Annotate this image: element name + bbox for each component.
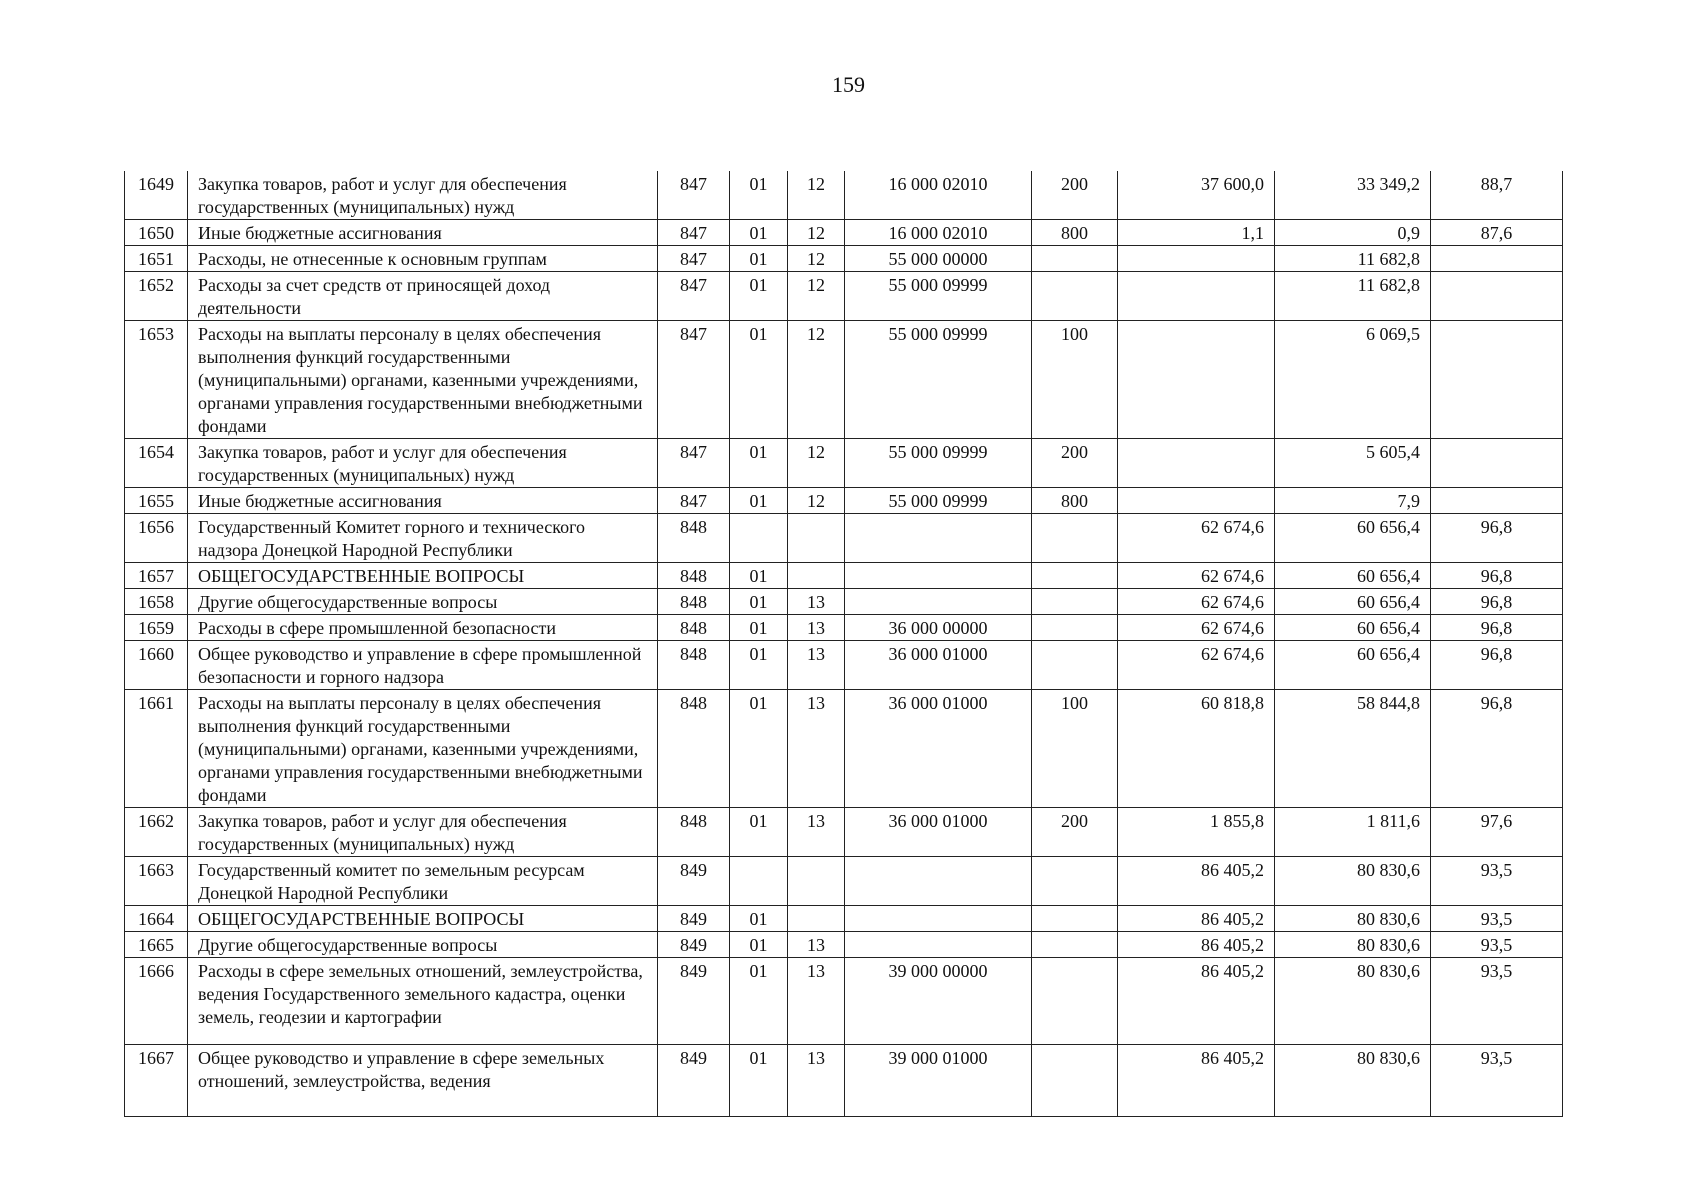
expense-name-cell: Расходы в сфере земельных отношений, землеустройства, ведения Государственного земельного кадастра, оценки земель, геодезии и картографии <box>188 958 658 1045</box>
target-article-code-cell: 39 000 00000 <box>845 958 1032 1045</box>
execution-percent-cell <box>1431 321 1563 439</box>
expense-type-code-cell: 200 <box>1032 439 1118 488</box>
expense-type-code-cell <box>1032 514 1118 563</box>
section-code-cell: 01 <box>730 690 788 808</box>
subsection-code-cell: 13 <box>788 641 845 690</box>
department-code-cell: 847 <box>658 171 730 220</box>
expense-type-code-cell <box>1032 246 1118 272</box>
expense-name-cell: ОБЩЕГОСУДАРСТВЕННЫЕ ВОПРОСЫ <box>188 906 658 932</box>
target-article-code-cell <box>845 514 1032 563</box>
expense-name-cell: ОБЩЕГОСУДАРСТВЕННЫЕ ВОПРОСЫ <box>188 563 658 589</box>
row-number-cell: 1661 <box>125 690 188 808</box>
expense-type-code-cell <box>1032 641 1118 690</box>
row-number-cell: 1656 <box>125 514 188 563</box>
table-row <box>125 272 1563 321</box>
expense-type-code-cell <box>1032 932 1118 958</box>
planned-amount-cell <box>1118 272 1275 321</box>
actual-amount-cell: 80 830,6 <box>1275 958 1431 1045</box>
planned-amount-cell: 86 405,2 <box>1118 958 1275 1045</box>
expense-name-cell: Расходы за счет средств от приносящей доход деятельности <box>188 272 658 321</box>
expense-type-code-cell: 100 <box>1032 321 1118 439</box>
expense-name-cell: Расходы, не отнесенные к основным группам <box>188 246 658 272</box>
row-number-cell: 1666 <box>125 958 188 1045</box>
expense-name-cell: Закупка товаров, работ и услуг для обеспечения государственных (муниципальных) нужд <box>188 171 658 220</box>
subsection-code-cell: 12 <box>788 321 845 439</box>
expense-type-code-cell <box>1032 857 1118 906</box>
table-row <box>125 321 1563 439</box>
section-code-cell: 01 <box>730 321 788 439</box>
target-article-code-cell <box>845 932 1032 958</box>
subsection-code-cell <box>788 563 845 589</box>
actual-amount-cell: 60 656,4 <box>1275 563 1431 589</box>
target-article-code-cell: 55 000 09999 <box>845 321 1032 439</box>
subsection-code-cell: 13 <box>788 808 845 857</box>
row-number-cell: 1658 <box>125 589 188 615</box>
execution-percent-cell: 96,8 <box>1431 563 1563 589</box>
target-article-code-cell <box>845 906 1032 932</box>
expense-type-code-cell <box>1032 615 1118 641</box>
execution-percent-cell: 96,8 <box>1431 641 1563 690</box>
row-number-cell: 1667 <box>125 1045 188 1117</box>
section-code-cell: 01 <box>730 906 788 932</box>
expense-type-code-cell: 800 <box>1032 220 1118 246</box>
department-code-cell: 847 <box>658 220 730 246</box>
planned-amount-cell: 1,1 <box>1118 220 1275 246</box>
department-code-cell: 848 <box>658 808 730 857</box>
department-code-cell: 848 <box>658 589 730 615</box>
section-code-cell: 01 <box>730 563 788 589</box>
expense-name-cell: Другие общегосударственные вопросы <box>188 589 658 615</box>
target-article-code-cell: 16 000 02010 <box>845 171 1032 220</box>
planned-amount-cell: 1 855,8 <box>1118 808 1275 857</box>
subsection-code-cell: 12 <box>788 246 845 272</box>
expense-name-cell: Общее руководство и управление в сфере промышленной безопасности и горного надзора <box>188 641 658 690</box>
subsection-code-cell: 13 <box>788 932 845 958</box>
execution-percent-cell <box>1431 246 1563 272</box>
table-row <box>125 1045 1563 1117</box>
table-row <box>125 439 1563 488</box>
expense-type-code-cell: 100 <box>1032 690 1118 808</box>
execution-percent-cell: 96,8 <box>1431 514 1563 563</box>
expense-name-cell: Государственный Комитет горного и технического надзора Донецкой Народной Республики <box>188 514 658 563</box>
execution-percent-cell: 96,8 <box>1431 690 1563 808</box>
subsection-code-cell: 12 <box>788 220 845 246</box>
table-row <box>125 171 1563 220</box>
target-article-code-cell <box>845 563 1032 589</box>
department-code-cell: 849 <box>658 932 730 958</box>
planned-amount-cell: 60 818,8 <box>1118 690 1275 808</box>
table-row <box>125 488 1563 514</box>
table-row <box>125 589 1563 615</box>
execution-percent-cell: 93,5 <box>1431 932 1563 958</box>
section-code-cell: 01 <box>730 439 788 488</box>
department-code-cell: 847 <box>658 321 730 439</box>
department-code-cell: 849 <box>658 857 730 906</box>
execution-percent-cell <box>1431 272 1563 321</box>
expense-type-code-cell: 200 <box>1032 171 1118 220</box>
expense-type-code-cell <box>1032 1045 1118 1117</box>
department-code-cell: 848 <box>658 615 730 641</box>
subsection-code-cell <box>788 857 845 906</box>
section-code-cell: 01 <box>730 932 788 958</box>
expense-name-cell: Расходы на выплаты персоналу в целях обеспечения выполнения функций государственными (муниципальными) органами, казенными учреждениями, органами управления государственными внебюджетными фондами <box>188 321 658 439</box>
row-number-cell: 1664 <box>125 906 188 932</box>
planned-amount-cell: 62 674,6 <box>1118 641 1275 690</box>
subsection-code-cell: 12 <box>788 171 845 220</box>
actual-amount-cell: 80 830,6 <box>1275 906 1431 932</box>
department-code-cell: 847 <box>658 488 730 514</box>
actual-amount-cell: 80 830,6 <box>1275 1045 1431 1117</box>
subsection-code-cell: 13 <box>788 958 845 1045</box>
target-article-code-cell: 36 000 01000 <box>845 808 1032 857</box>
section-code-cell: 01 <box>730 171 788 220</box>
execution-percent-cell <box>1431 439 1563 488</box>
section-code-cell: 01 <box>730 641 788 690</box>
expense-type-code-cell <box>1032 958 1118 1045</box>
row-number-cell: 1651 <box>125 246 188 272</box>
table-row <box>125 514 1563 563</box>
actual-amount-cell: 1 811,6 <box>1275 808 1431 857</box>
execution-percent-cell: 93,5 <box>1431 958 1563 1045</box>
actual-amount-cell: 11 682,8 <box>1275 272 1431 321</box>
planned-amount-cell: 62 674,6 <box>1118 563 1275 589</box>
row-number-cell: 1663 <box>125 857 188 906</box>
expense-type-code-cell: 200 <box>1032 808 1118 857</box>
subsection-code-cell: 12 <box>788 439 845 488</box>
execution-percent-cell: 87,6 <box>1431 220 1563 246</box>
target-article-code-cell <box>845 857 1032 906</box>
row-number-cell: 1649 <box>125 171 188 220</box>
section-code-cell: 01 <box>730 589 788 615</box>
table-row <box>125 808 1563 857</box>
target-article-code-cell: 55 000 09999 <box>845 439 1032 488</box>
target-article-code-cell: 55 000 09999 <box>845 488 1032 514</box>
table-row <box>125 958 1563 1045</box>
execution-percent-cell <box>1431 488 1563 514</box>
subsection-code-cell: 13 <box>788 1045 845 1117</box>
budget-expenditure-table <box>124 171 1563 1117</box>
page-number: 159 <box>832 72 865 97</box>
section-code-cell: 01 <box>730 615 788 641</box>
table-row <box>125 906 1563 932</box>
actual-amount-cell: 7,9 <box>1275 488 1431 514</box>
planned-amount-cell <box>1118 246 1275 272</box>
subsection-code-cell: 12 <box>788 272 845 321</box>
expense-type-code-cell <box>1032 589 1118 615</box>
planned-amount-cell: 62 674,6 <box>1118 615 1275 641</box>
table-row <box>125 641 1563 690</box>
expense-type-code-cell <box>1032 563 1118 589</box>
department-code-cell: 848 <box>658 514 730 563</box>
row-number-cell: 1655 <box>125 488 188 514</box>
planned-amount-cell <box>1118 439 1275 488</box>
target-article-code-cell: 36 000 01000 <box>845 690 1032 808</box>
subsection-code-cell: 12 <box>788 488 845 514</box>
department-code-cell: 847 <box>658 272 730 321</box>
row-number-cell: 1659 <box>125 615 188 641</box>
target-article-code-cell: 36 000 00000 <box>845 615 1032 641</box>
actual-amount-cell: 60 656,4 <box>1275 615 1431 641</box>
planned-amount-cell: 62 674,6 <box>1118 514 1275 563</box>
department-code-cell: 848 <box>658 690 730 808</box>
department-code-cell: 849 <box>658 958 730 1045</box>
expense-name-cell: Иные бюджетные ассигнования <box>188 220 658 246</box>
expense-name-cell: Общее руководство и управление в сфере земельных отношений, землеустройства, ведения <box>188 1045 658 1117</box>
execution-percent-cell: 93,5 <box>1431 857 1563 906</box>
department-code-cell: 848 <box>658 641 730 690</box>
actual-amount-cell: 80 830,6 <box>1275 857 1431 906</box>
table-row <box>125 615 1563 641</box>
actual-amount-cell: 5 605,4 <box>1275 439 1431 488</box>
section-code-cell <box>730 514 788 563</box>
department-code-cell: 848 <box>658 563 730 589</box>
planned-amount-cell <box>1118 488 1275 514</box>
row-number-cell: 1662 <box>125 808 188 857</box>
table-row <box>125 690 1563 808</box>
target-article-code-cell: 55 000 09999 <box>845 272 1032 321</box>
section-code-cell: 01 <box>730 220 788 246</box>
subsection-code-cell: 13 <box>788 690 845 808</box>
section-code-cell: 01 <box>730 1045 788 1117</box>
execution-percent-cell: 96,8 <box>1431 589 1563 615</box>
target-article-code-cell: 55 000 00000 <box>845 246 1032 272</box>
planned-amount-cell: 86 405,2 <box>1118 857 1275 906</box>
expense-name-cell: Закупка товаров, работ и услуг для обеспечения государственных (муниципальных) нужд <box>188 808 658 857</box>
row-number-cell: 1654 <box>125 439 188 488</box>
expense-type-code-cell <box>1032 272 1118 321</box>
execution-percent-cell: 88,7 <box>1431 171 1563 220</box>
subsection-code-cell <box>788 514 845 563</box>
execution-percent-cell: 97,6 <box>1431 808 1563 857</box>
expense-type-code-cell <box>1032 906 1118 932</box>
planned-amount-cell: 37 600,0 <box>1118 171 1275 220</box>
target-article-code-cell: 16 000 02010 <box>845 220 1032 246</box>
row-number-cell: 1650 <box>125 220 188 246</box>
expense-name-cell: Закупка товаров, работ и услуг для обеспечения государственных (муниципальных) нужд <box>188 439 658 488</box>
expense-name-cell: Государственный комитет по земельным ресурсам Донецкой Народной Республики <box>188 857 658 906</box>
expense-name-cell: Другие общегосударственные вопросы <box>188 932 658 958</box>
planned-amount-cell: 86 405,2 <box>1118 932 1275 958</box>
expense-name-cell: Расходы на выплаты персоналу в целях обеспечения выполнения функций государственными (муниципальными) органами, казенными учреждениями, органами управления государственными внебюджетными фондами <box>188 690 658 808</box>
table-row <box>125 857 1563 906</box>
section-code-cell: 01 <box>730 246 788 272</box>
target-article-code-cell <box>845 589 1032 615</box>
execution-percent-cell: 93,5 <box>1431 1045 1563 1117</box>
department-code-cell: 847 <box>658 439 730 488</box>
row-number-cell: 1660 <box>125 641 188 690</box>
department-code-cell: 849 <box>658 1045 730 1117</box>
row-number-cell: 1652 <box>125 272 188 321</box>
target-article-code-cell: 39 000 01000 <box>845 1045 1032 1117</box>
table-row <box>125 246 1563 272</box>
actual-amount-cell: 60 656,4 <box>1275 514 1431 563</box>
expense-name-cell: Иные бюджетные ассигнования <box>188 488 658 514</box>
actual-amount-cell: 11 682,8 <box>1275 246 1431 272</box>
department-code-cell: 847 <box>658 246 730 272</box>
table-row <box>125 932 1563 958</box>
actual-amount-cell: 58 844,8 <box>1275 690 1431 808</box>
section-code-cell: 01 <box>730 272 788 321</box>
department-code-cell: 849 <box>658 906 730 932</box>
table-body <box>125 171 1563 1117</box>
subsection-code-cell: 13 <box>788 589 845 615</box>
execution-percent-cell: 96,8 <box>1431 615 1563 641</box>
planned-amount-cell <box>1118 321 1275 439</box>
expense-type-code-cell: 800 <box>1032 488 1118 514</box>
planned-amount-cell: 62 674,6 <box>1118 589 1275 615</box>
execution-percent-cell: 93,5 <box>1431 906 1563 932</box>
actual-amount-cell: 0,9 <box>1275 220 1431 246</box>
actual-amount-cell: 60 656,4 <box>1275 589 1431 615</box>
actual-amount-cell: 60 656,4 <box>1275 641 1431 690</box>
section-code-cell <box>730 857 788 906</box>
table-row <box>125 563 1563 589</box>
section-code-cell: 01 <box>730 488 788 514</box>
actual-amount-cell: 80 830,6 <box>1275 932 1431 958</box>
section-code-cell: 01 <box>730 958 788 1045</box>
table-row <box>125 220 1563 246</box>
expense-name-cell: Расходы в сфере промышленной безопасности <box>188 615 658 641</box>
row-number-cell: 1653 <box>125 321 188 439</box>
subsection-code-cell <box>788 906 845 932</box>
row-number-cell: 1657 <box>125 563 188 589</box>
subsection-code-cell: 13 <box>788 615 845 641</box>
actual-amount-cell: 6 069,5 <box>1275 321 1431 439</box>
planned-amount-cell: 86 405,2 <box>1118 906 1275 932</box>
planned-amount-cell: 86 405,2 <box>1118 1045 1275 1117</box>
section-code-cell: 01 <box>730 808 788 857</box>
target-article-code-cell: 36 000 01000 <box>845 641 1032 690</box>
row-number-cell: 1665 <box>125 932 188 958</box>
actual-amount-cell: 33 349,2 <box>1275 171 1431 220</box>
